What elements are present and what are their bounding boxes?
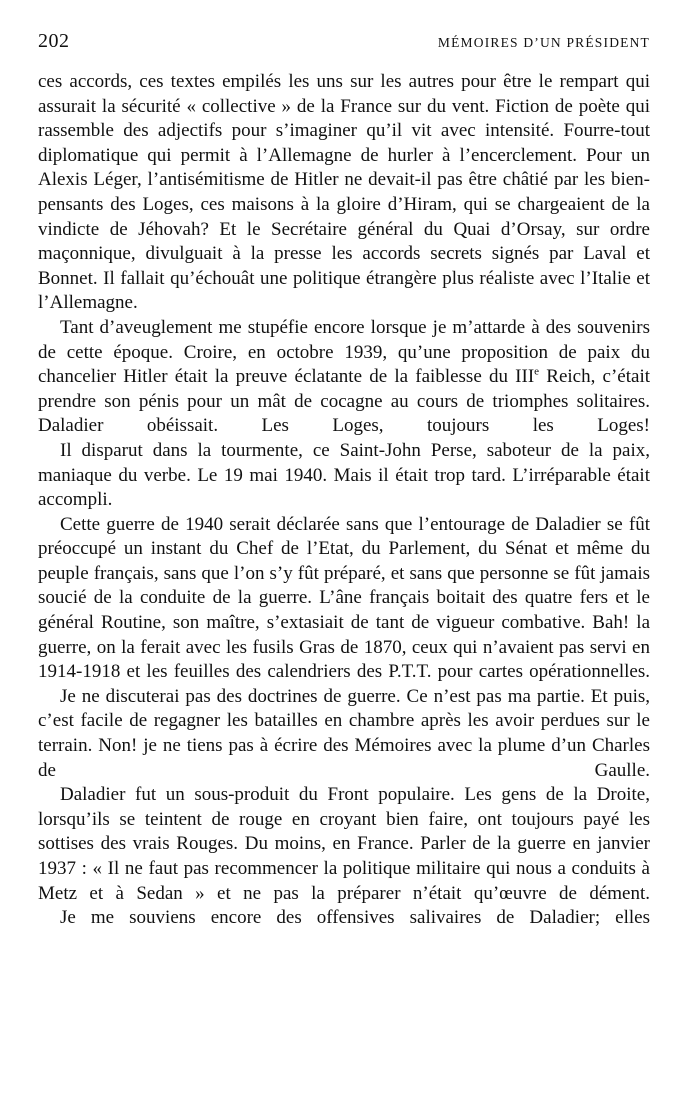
page-number: 202 bbox=[38, 30, 70, 52]
page-header bbox=[38, 30, 650, 62]
ordinal-superscript: e bbox=[534, 365, 540, 378]
paragraph-2 bbox=[38, 316, 650, 439]
paragraph-6: Daladier fut un sous-produit du Front populaire. Les gens de la Droite, lorsqu’ils se teintent de rouge en croyant bien faire, ont toujours payé les sottises des vrais Rouges. Du moins, en France. Parler de la guerre en janvier 1937 : « Il ne faut pas recommencer la politique militaire qui nous a conduits à Metz et à Sedan » et ne pas la préparer n’était qu’œuvre de dément. bbox=[38, 784, 650, 904]
paragraph-5: Je ne discuterai pas des doctrines de guerre. Ce n’est pas ma partie. Et puis, c’est facile de regagner les batailles en chambre après les avoir perdues sur le terrain. Non! je ne tiens pas à écrire des Mémoires avec la plume d’un Charles de Gaulle. bbox=[38, 685, 650, 781]
paragraph-4: Cette guerre de 1940 serait déclarée sans que l’entourage de Daladier se fût préoccupé un instant du Chef de l’Etat, du Parlement, du Sénat et même du peuple français, sans que l’on s’y fût préparé, et sans que personne se fût jamais soucié de la conduite de la guerre. L’âne français boitait des quatre fers et le général Routine, son maître, s’extasiait de tant de vigueur combative. Bah! la guerre, on la ferait avec les fusils Gras de 1870, ceux qui n’avaient pas servi en 1914-1918 et les feuilles des calendriers des P.T.T. pour cartes opérationnelles. bbox=[38, 513, 650, 683]
paragraph-1: ces accords, ces textes empilés les uns sur les autres pour être le rempart qui assurait la sécurité « collective » de la France sur du vent. Fiction de poète qui rassemble des adjectifs pour s’imaginer qu’il vit avec intensité. Fourre-tout diplomatique qui permit à l’Allemagne de hurler à l’encerclement. Pour un Alexis Léger, l’antisémitisme de Hitler ne devait-il pas être châtié par les bien-pensants des Loges, ces maisons à la gloire d’Hiram, qui se chargeaient de la vindicte de Jéhovah? Et le Secrétaire général du Quai d’Orsay, sur ordre maçonnique, divulguait à la presse les accords secrets signés par Laval et Bonnet. Il fallait qu’échouât une politique étrangère plus réaliste avec l’Italie et l’Allemagne. bbox=[38, 71, 650, 314]
paragraph-7: Je me souviens encore des offensives salivaires de Daladier; elles bbox=[60, 907, 650, 929]
body-text bbox=[38, 70, 650, 931]
running-head: MÉMOIRES D’UN PRÉSIDENT bbox=[437, 35, 650, 50]
book-page bbox=[38, 30, 650, 931]
paragraph-3: Il disparut dans la tourmente, ce Saint-John Perse, saboteur de la paix, maniaque du verbe. Le 19 mai 1940. Mais il était trop tard. L’irréparable était accompli. bbox=[38, 439, 650, 511]
paragraph-2-text-before: Tant d’aveuglement me stupéfie encore lorsque je m’attarde à des souvenirs de cette époque. Croire, en octobre 1939, qu’une proposition de paix du chancelier Hitler était la preuve éclatante de la faiblesse du III bbox=[38, 316, 650, 388]
paragraph-2-text-after: Reich, c’était prendre son pénis pour un mât de cocagne au cours de triomphes solitaires. Daladier obéissait. Les Loges, toujours les Loges! bbox=[38, 366, 651, 437]
